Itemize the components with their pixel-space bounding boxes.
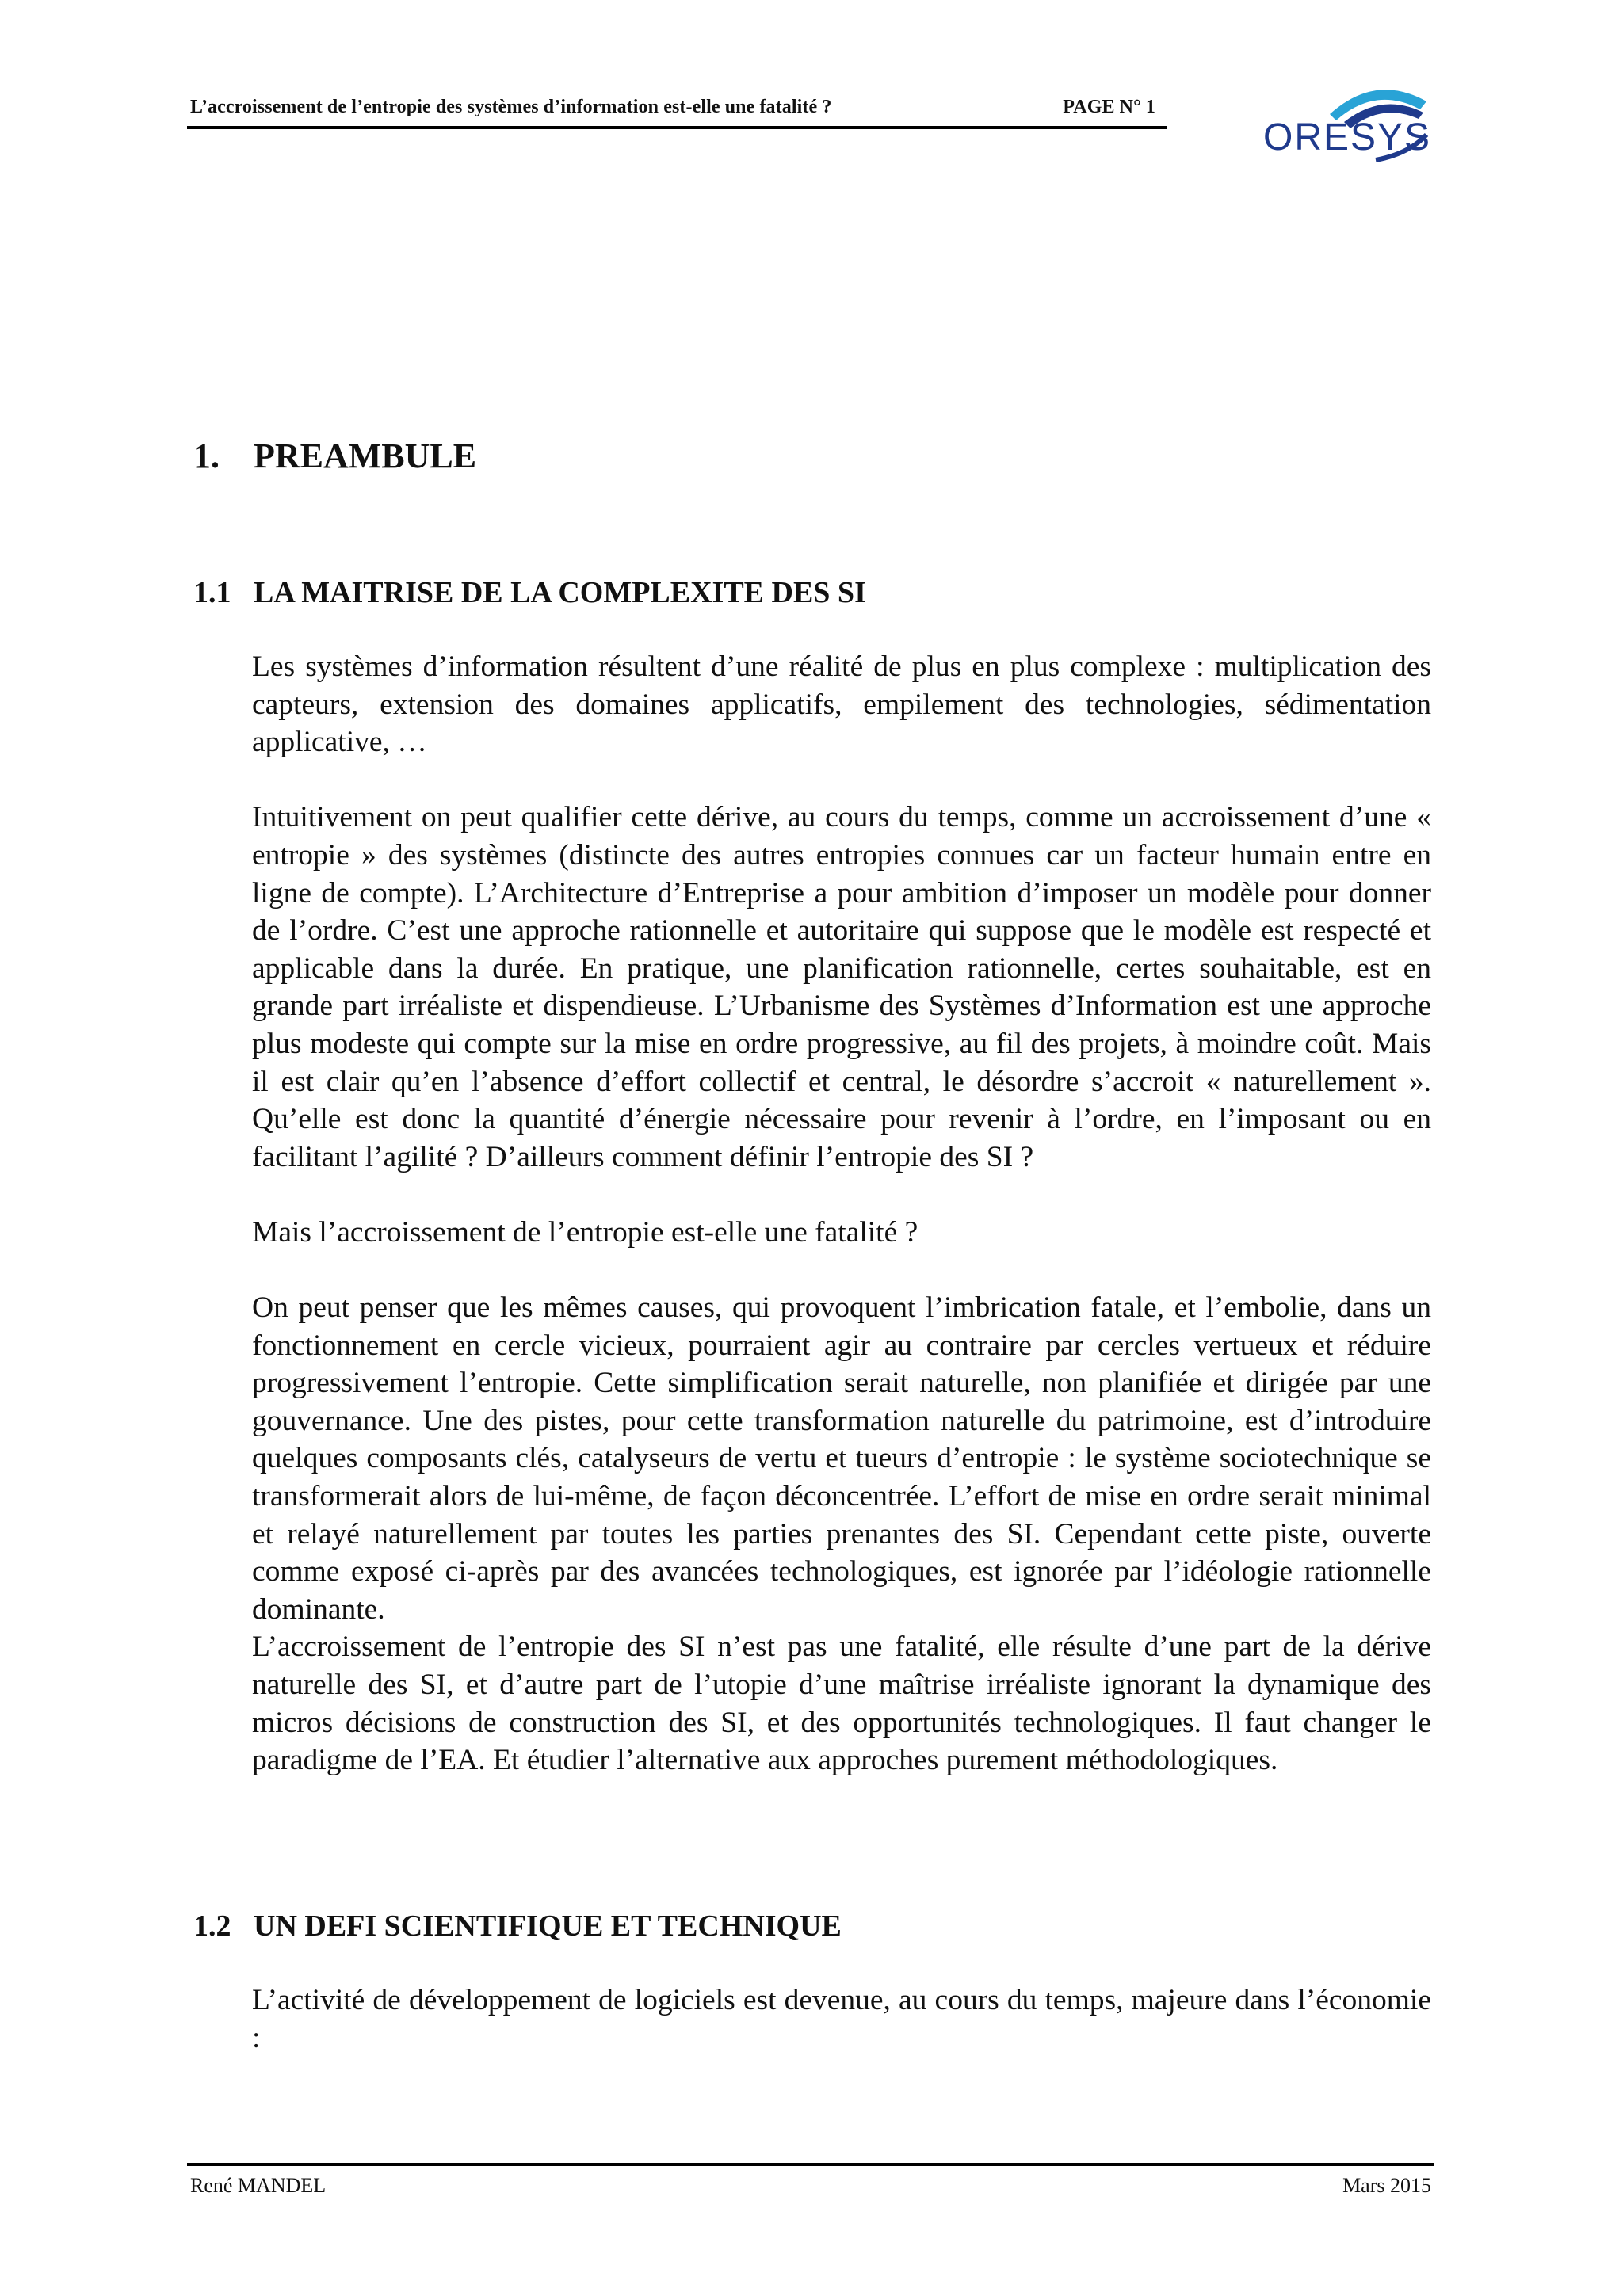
section-1-1-heading (193, 575, 866, 610)
header-divider (187, 126, 1167, 129)
paragraph: L’activité de développement de logiciels est devenue, au cours du temps, majeure dans l’économie : (252, 1984, 1431, 2054)
paragraph: Intuitivement on peut qualifier cette dérive, au cours du temps, comme un accroissement d’une « entropie » des systèmes (distincte des autres entropies connues car un facteur humain entre en ligne de compte). L’Architecture d’Entreprise a pour ambition d’imposer un modèle pour donner de l’ordre. C’est une approche rationnelle et autoritaire qui suppose que le modèle est respecté et applicable dans la durée. En pratique, une planification rationnelle, certes souhaitable, est en grande part irréaliste et dispendieuse. L’Urbanisme des Systèmes d’Information est une approche plus modeste qui compte sur la mise en ordre progressive, au fil des projets, à moindre coût. Mais il est clair qu’en l’absence d’effort collectif et central, le désordre s’accroit « naturellement ». Qu’elle est donc la quantité d’énergie nécessaire pour revenir à l’ordre, en l’imposant ou en facilitant l’agilité ? D’ailleurs comment définir l’entropie des SI ? (252, 801, 1431, 1173)
section-1-1-body (252, 648, 1431, 1779)
paragraph: Mais l’accroissement de l’entropie est-elle une fatalité ? (252, 1215, 918, 1249)
section-1-2-body (252, 1981, 1431, 2057)
section-number: 1.1 (193, 576, 231, 609)
paragraph: Les systèmes d’information résultent d’une réalité de plus en plus complexe : multiplication des capteurs, extension des domaines applicatifs, empilement des technologies, sédimentation applicative, … (252, 650, 1431, 759)
paragraph: On peut penser que les mêmes causes, qui provoquent l’imbrication fatale, et l’embolie, dans un fonctionnement en cercle vicieux, pourraient agir au contraire par cercles vertueux et réduire progressivement l’entropie. Cette simplification serait naturelle, non planifiée et dirigée par une gouvernance. Une des pistes, pour cette transformation naturelle du patrimoine, est d’introduire quelques composants clés, catalyseurs de vertu et tueurs d’entropie : le système sociotechnique se transformerait alors de lui-même, de façon déconcentrée. L’effort de mise en ordre serait minimal et relayé naturellement par toutes les parties prenantes des SI. Cependant cette piste, ouverte comme exposé ci-après par des avancées technologiques, est ignorée par l’idéologie rationnelle dominante. (252, 1291, 1431, 1626)
footer-date: Mars 2015 (1342, 2174, 1431, 2197)
section-title: LA MAITRISE DE LA COMPLEXITE DES SI (254, 576, 866, 609)
oresys-logo-text: ORESYS (1263, 116, 1432, 158)
document-title: L’accroissement de l’entropie des systèmes d’information est-elle une fatalité ? (190, 97, 832, 117)
paragraph: L’accroissement de l’entropie des SI n’est pas une fatalité, elle résulte d’une part de la dérive naturelle des SI, et d’autre part de l’utopie d’une maîtrise irréaliste ignorant la dynamique des micros décisions de construction des SI, et des opportunités technologiques. Il faut changer le paradigme de l’EA. Et étudier l’alternative aux approches purement méthodologiques. (252, 1630, 1431, 1777)
section-1-2-heading (193, 1909, 842, 1943)
footer-author: René MANDEL (190, 2174, 327, 2197)
section-number: 1.2 (193, 1909, 231, 1943)
footer-divider (187, 2163, 1434, 2166)
heading-preambule (193, 436, 476, 476)
heading-number: 1. (193, 437, 220, 475)
page-footer (190, 2174, 1431, 2198)
page-header (190, 97, 1167, 118)
page-number: PAGE N° 1 (1063, 97, 1155, 117)
heading-title: PREAMBULE (254, 437, 477, 475)
section-title: UN DEFI SCIENTIFIQUE ET TECHNIQUE (254, 1909, 842, 1943)
